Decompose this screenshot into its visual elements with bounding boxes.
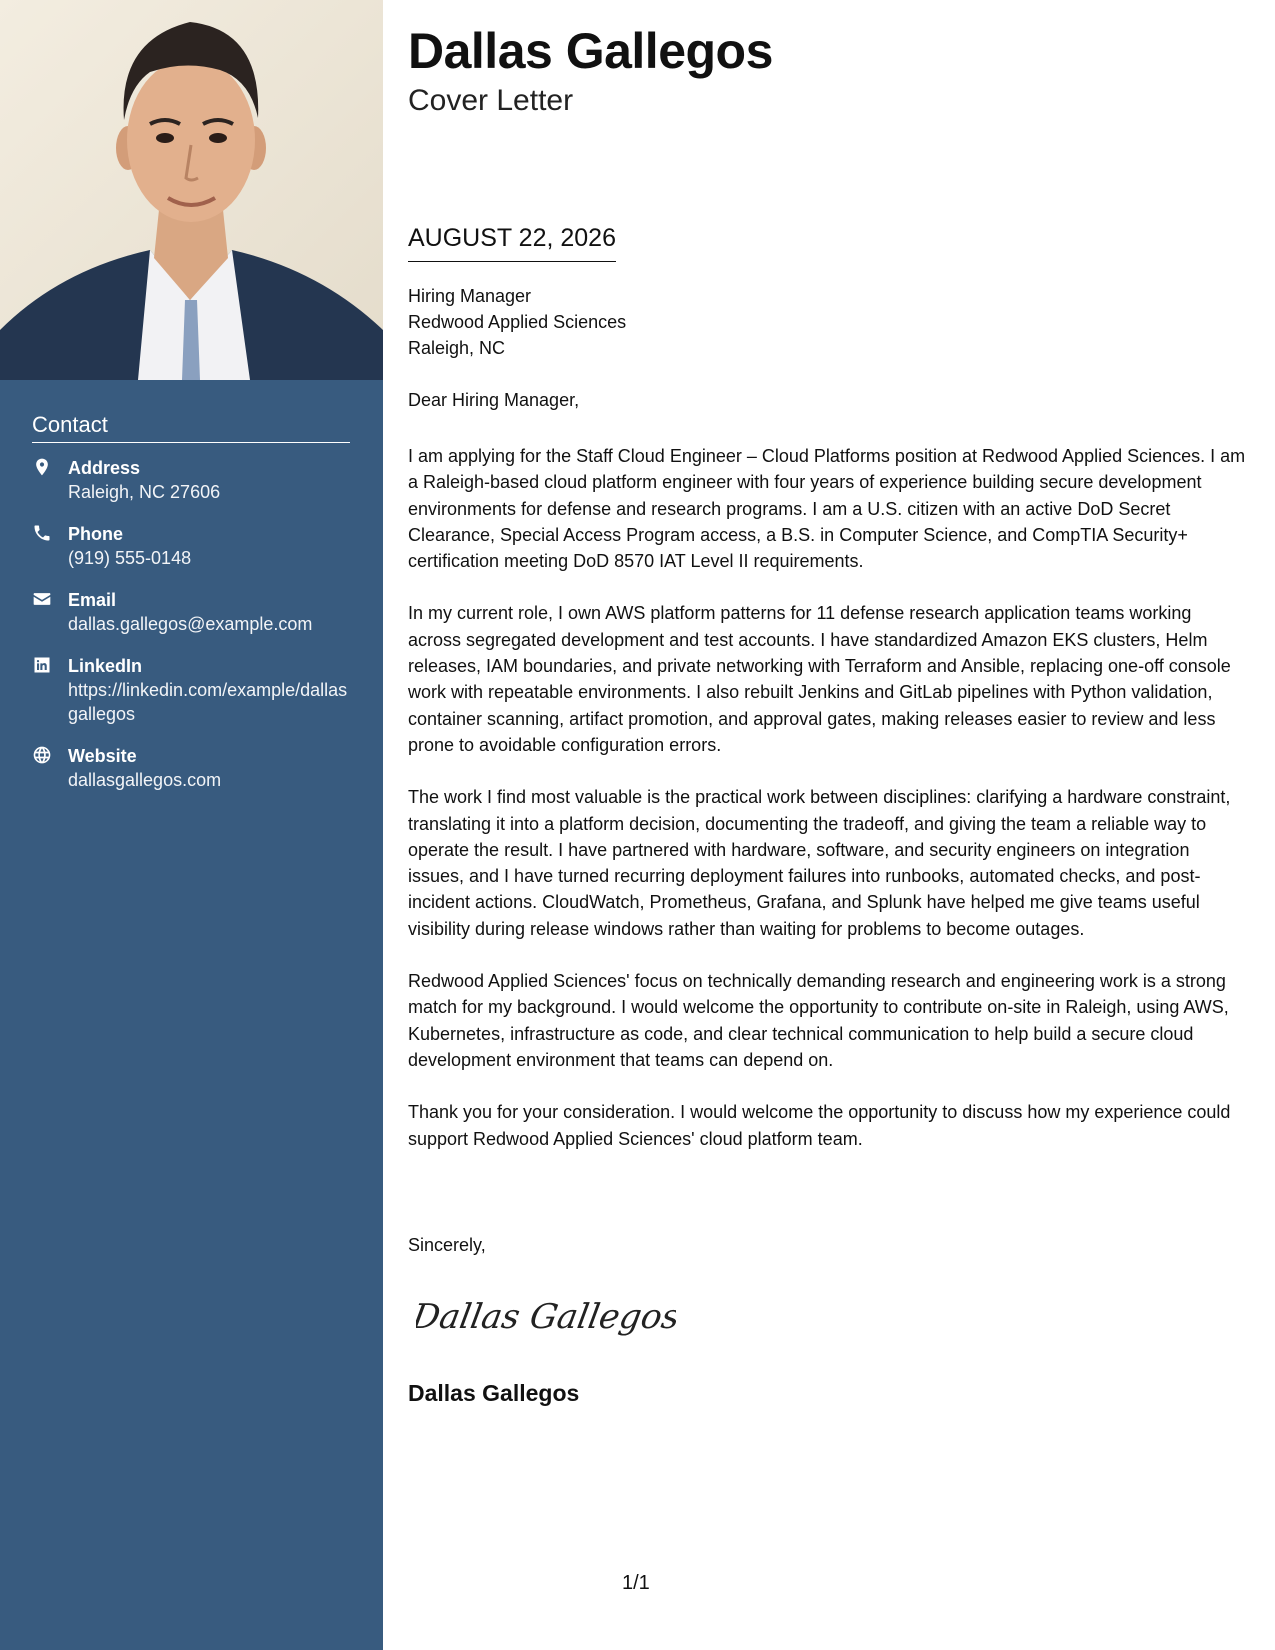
recipient-block [408, 283, 626, 361]
linkedin-link[interactable]: https://linkedin.com/example/dallasgallegos [68, 680, 348, 724]
recipient-line: Redwood Applied Sciences [408, 312, 627, 332]
recipient-line: Hiring Manager [408, 286, 532, 306]
contact-label: Website [68, 746, 137, 766]
document-type: Cover Letter [408, 84, 574, 117]
contact-label: LinkedIn [68, 656, 143, 676]
handwritten-signature [416, 1286, 676, 1351]
sidebar [0, 0, 383, 1650]
website-link[interactable]: dallasgallegos.com [68, 770, 222, 790]
contact-label: Phone [68, 524, 124, 544]
profile-photo [0, 0, 383, 380]
body-paragraph: Redwood Applied Sciences' focus on technically demanding research and engineering work is a strong match for my background. I would welcome the opportunity to contribute on-site in Raleigh, using AWS, Kubernetes, infrastructure as code, and clear technical communication to help build a secure cloud development environment that teams can depend on. [408, 971, 1229, 1070]
contact-list [32, 456, 352, 810]
email-value[interactable]: dallas.gallegos@example.com [68, 614, 313, 634]
closing: Sincerely, [408, 1235, 486, 1255]
address-value: Raleigh, NC 27606 [68, 482, 221, 502]
signer-name: Dallas Gallegos [408, 1380, 580, 1406]
envelope-icon [32, 588, 68, 636]
contact-address [32, 456, 352, 504]
svg-text:Dallas Gallegos: Dallas Gallegos [416, 1297, 676, 1337]
phone-value[interactable]: (919) 555-0148 [68, 548, 192, 568]
contact-heading: Contact [32, 412, 350, 443]
body-paragraph: In my current role, I own AWS platform patterns for 11 defense research application teams working across segregated development and test accounts. I have standardized Amazon EKS clusters, Helm releases, IAM boundaries, and private networking with Terraform and Ansible, replacing one-off console work with repeatable environments. I also rebuilt Jenkins and GitLab pipelines with Python validation, container scanning, artifact promotion, and approval gates, making releases easier to review and less prone to avoidable configuration errors. [408, 603, 1231, 755]
page-number: 1/1 [622, 1572, 650, 1594]
contact-website [32, 744, 352, 792]
contact-phone [32, 522, 352, 570]
recipient-line: Raleigh, NC [408, 338, 506, 358]
body-paragraph: Thank you for your consideration. I would welcome the opportunity to discuss how my experience could support Redwood Applied Sciences' cloud platform team. [408, 1102, 1231, 1149]
body-paragraph: The work I find most valuable is the practical work between disciplines: clarifying a hardware constraint, translating it into a platform decision, documenting the tradeoff, and giving the team a reliable way to operate the result. I have partnered with hardware, software, and security engineers on integration issues, and I have turned recurring deployment failures into runbooks, automated checks, and post-incident actions. CloudWatch, Prometheus, Grafana, and Splunk have helped me give teams useful visibility during release windows rather than waiting for problems to become outages. [408, 787, 1231, 939]
contact-label: Address [68, 458, 141, 478]
applicant-name: Dallas Gallegos [408, 23, 773, 79]
contact-email [32, 588, 352, 636]
phone-icon [32, 522, 68, 570]
contact-label: Email [68, 590, 117, 610]
globe-icon [32, 744, 68, 792]
contact-linkedin [32, 654, 352, 726]
location-pin-icon [32, 456, 68, 504]
letter-body [408, 443, 1248, 1178]
letter-date: AUGUST 22, 2026 [408, 224, 616, 262]
linkedin-icon [32, 654, 68, 726]
body-paragraph: I am applying for the Staff Cloud Engineer – Cloud Platforms position at Redwood Applied Sciences. I am a Raleigh-based cloud platform engineer with four years of experience building secure development environments for defense and research programs. I am a U.S. citizen with an active DoD Secret Clearance, Special Access Program access, a B.S. in Computer Science, and CompTIA Security+ certification meeting DoD 8570 IAT Level II requirements. [408, 446, 1246, 572]
salutation: Dear Hiring Manager, [408, 390, 580, 410]
